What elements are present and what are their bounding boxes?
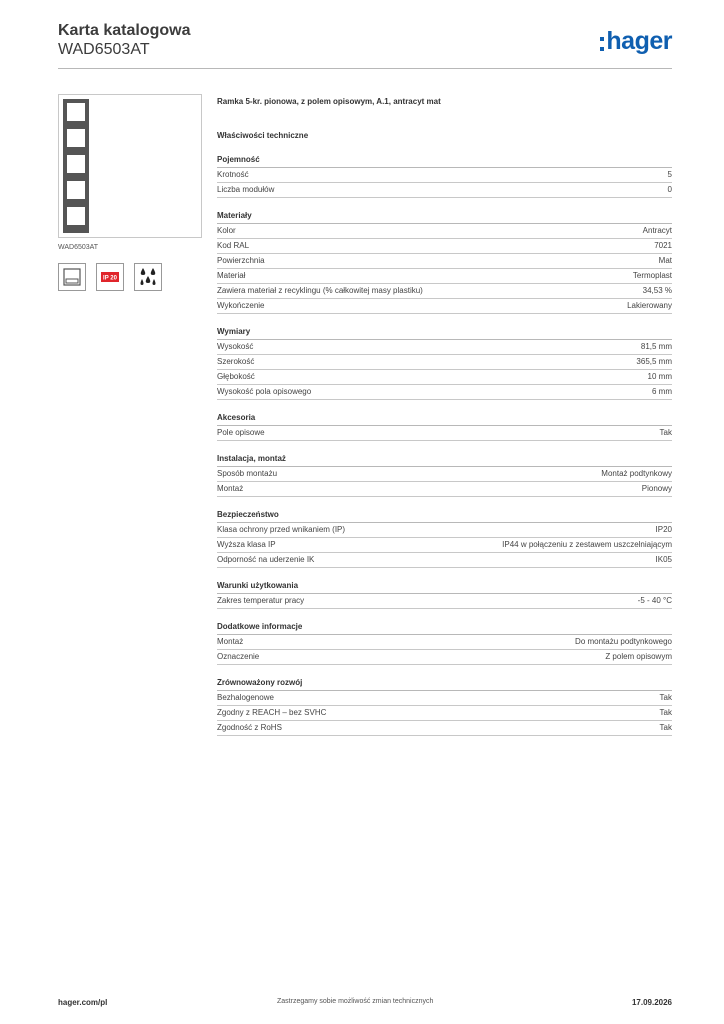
spec-label: Odporność na uderzenie IK [217, 555, 315, 564]
spec-section [217, 580, 672, 609]
frame-slot [67, 129, 85, 147]
spec-row [217, 340, 672, 355]
spec-value: 7021 [654, 241, 672, 250]
spec-label: Pole opisowe [217, 428, 265, 437]
spec-row [217, 355, 672, 370]
spec-value: -5 - 40 °C [637, 596, 672, 605]
document-title: Karta katalogowa [58, 22, 191, 39]
spec-value: 365,5 mm [636, 357, 672, 366]
spec-label: Kolor [217, 226, 236, 235]
image-caption: WAD6503AT [58, 244, 99, 251]
spec-row [217, 482, 672, 497]
spec-value: Tak [659, 693, 672, 702]
spec-row [217, 254, 672, 269]
spec-label: Zawiera materiał z recyklingu (% całkowitej masy plastiku) [217, 286, 423, 295]
specifications [217, 96, 672, 736]
hager-logo[interactable] [600, 26, 672, 56]
spec-value: Do montażu podtynkowego [575, 637, 672, 646]
spec-value: 81,5 mm [640, 342, 672, 351]
spec-value: 34,53 % [642, 286, 672, 295]
spec-value: Montaż podtynkowy [601, 469, 672, 478]
spec-label: Wykończenie [217, 301, 265, 310]
spec-label: Wyższa klasa IP [217, 540, 276, 549]
spec-row [217, 538, 672, 553]
frame-slot [67, 181, 85, 199]
spec-row [217, 691, 672, 706]
spec-label: Krotność [217, 170, 249, 179]
spec-label: Zgodny z REACH – bez SVHC [217, 708, 327, 717]
water-drops-icon [134, 263, 162, 291]
spec-row [217, 650, 672, 665]
spec-value: Z polem opisowym [605, 652, 672, 661]
spec-row [217, 385, 672, 400]
spec-label: Głębokość [217, 372, 255, 381]
spec-label: Klasa ochrony przed wnikaniem (IP) [217, 525, 346, 534]
spec-label: Liczba modułów [217, 185, 275, 194]
footer-date: 17.09.2026 [631, 998, 672, 1007]
spec-row [217, 467, 672, 482]
frame-illustration [63, 99, 89, 233]
frame-slot [67, 207, 85, 225]
spec-value: IP44 w połączeniu z zestawem uszczelniającym [502, 540, 672, 549]
section-title: Wymiary [217, 326, 672, 340]
spec-label: Oznaczenie [217, 652, 260, 661]
spec-value: Tak [659, 428, 672, 437]
spec-row [217, 284, 672, 299]
spec-value: Antracyt [642, 226, 672, 235]
section-title: Bezpieczeństwo [217, 509, 672, 523]
footer-note: Zastrzegamy sobie możliwość zmian technicznych [277, 998, 434, 1005]
section-title: Warunki użytkowania [217, 580, 672, 594]
spec-row [217, 523, 672, 538]
properties-title: Właściwości techniczne [217, 131, 309, 140]
spec-sections [217, 154, 672, 736]
spec-row [217, 706, 672, 721]
section-title: Pojemność [217, 154, 672, 168]
spec-value: Termoplast [632, 271, 672, 280]
frame-slot [67, 103, 85, 121]
spec-label: Montaż [217, 484, 244, 493]
footer-url[interactable]: hager.com/pl [58, 998, 108, 1007]
logo-text: hager [606, 27, 672, 55]
spec-section [217, 210, 672, 314]
header-divider [58, 68, 672, 69]
spec-section [217, 621, 672, 665]
spec-value: Mat [658, 256, 672, 265]
spec-value: Tak [659, 708, 672, 717]
product-code: WAD6503AT [58, 41, 150, 58]
spec-label: Montaż [217, 637, 244, 646]
spec-section [217, 453, 672, 497]
spec-value: 5 [667, 170, 672, 179]
spec-value: IK05 [655, 555, 672, 564]
spec-row [217, 168, 672, 183]
spec-row [217, 183, 672, 198]
spec-section [217, 677, 672, 736]
flush-mount-icon [58, 263, 86, 291]
spec-row [217, 553, 672, 568]
spec-row [217, 594, 672, 609]
frame-slot [67, 155, 85, 173]
spec-value: 6 mm [652, 387, 672, 396]
spec-label: Sposób montażu [217, 469, 278, 478]
spec-label: Szerokość [217, 357, 255, 366]
section-title: Akcesoria [217, 412, 672, 426]
spec-section [217, 326, 672, 400]
ip-rating-icon [96, 263, 124, 291]
spec-row [217, 721, 672, 736]
spec-section [217, 154, 672, 198]
spec-value: Lakierowany [627, 301, 672, 310]
ip-badge-text: IP 20 [103, 275, 117, 282]
spec-row [217, 426, 672, 441]
spec-label: Powierzchnia [217, 256, 265, 265]
spec-section [217, 509, 672, 568]
section-title: Dodatkowe informacje [217, 621, 672, 635]
spec-row [217, 239, 672, 254]
spec-row [217, 370, 672, 385]
spec-value: Pionowy [641, 484, 672, 493]
section-title: Materiały [217, 210, 672, 224]
section-title: Zrównoważony rozwój [217, 677, 672, 691]
spec-value: 0 [667, 185, 672, 194]
spec-label: Kod RAL [217, 241, 250, 250]
spec-label: Wysokość pola opisowego [217, 387, 312, 396]
product-image [58, 94, 202, 238]
spec-row [217, 269, 672, 284]
spec-value: Tak [659, 723, 672, 732]
spec-label: Materiał [217, 271, 246, 280]
spec-label: Zgodność z RoHS [217, 723, 282, 732]
logo-dots-icon [600, 37, 604, 51]
spec-value: 10 mm [647, 372, 672, 381]
spec-row [217, 224, 672, 239]
spec-row [217, 635, 672, 650]
spec-section [217, 412, 672, 441]
spec-value: IP20 [655, 525, 672, 534]
spec-row [217, 299, 672, 314]
spec-label: Bezhalogenowe [217, 693, 274, 702]
spec-label: Zakres temperatur pracy [217, 596, 305, 605]
product-description: Ramka 5-kr. pionowa, z polem opisowym, A.1, antracyt mat [217, 97, 441, 106]
page-header [58, 22, 672, 68]
section-title: Instalacja, montaż [217, 453, 672, 467]
spec-label: Wysokość [217, 342, 254, 351]
